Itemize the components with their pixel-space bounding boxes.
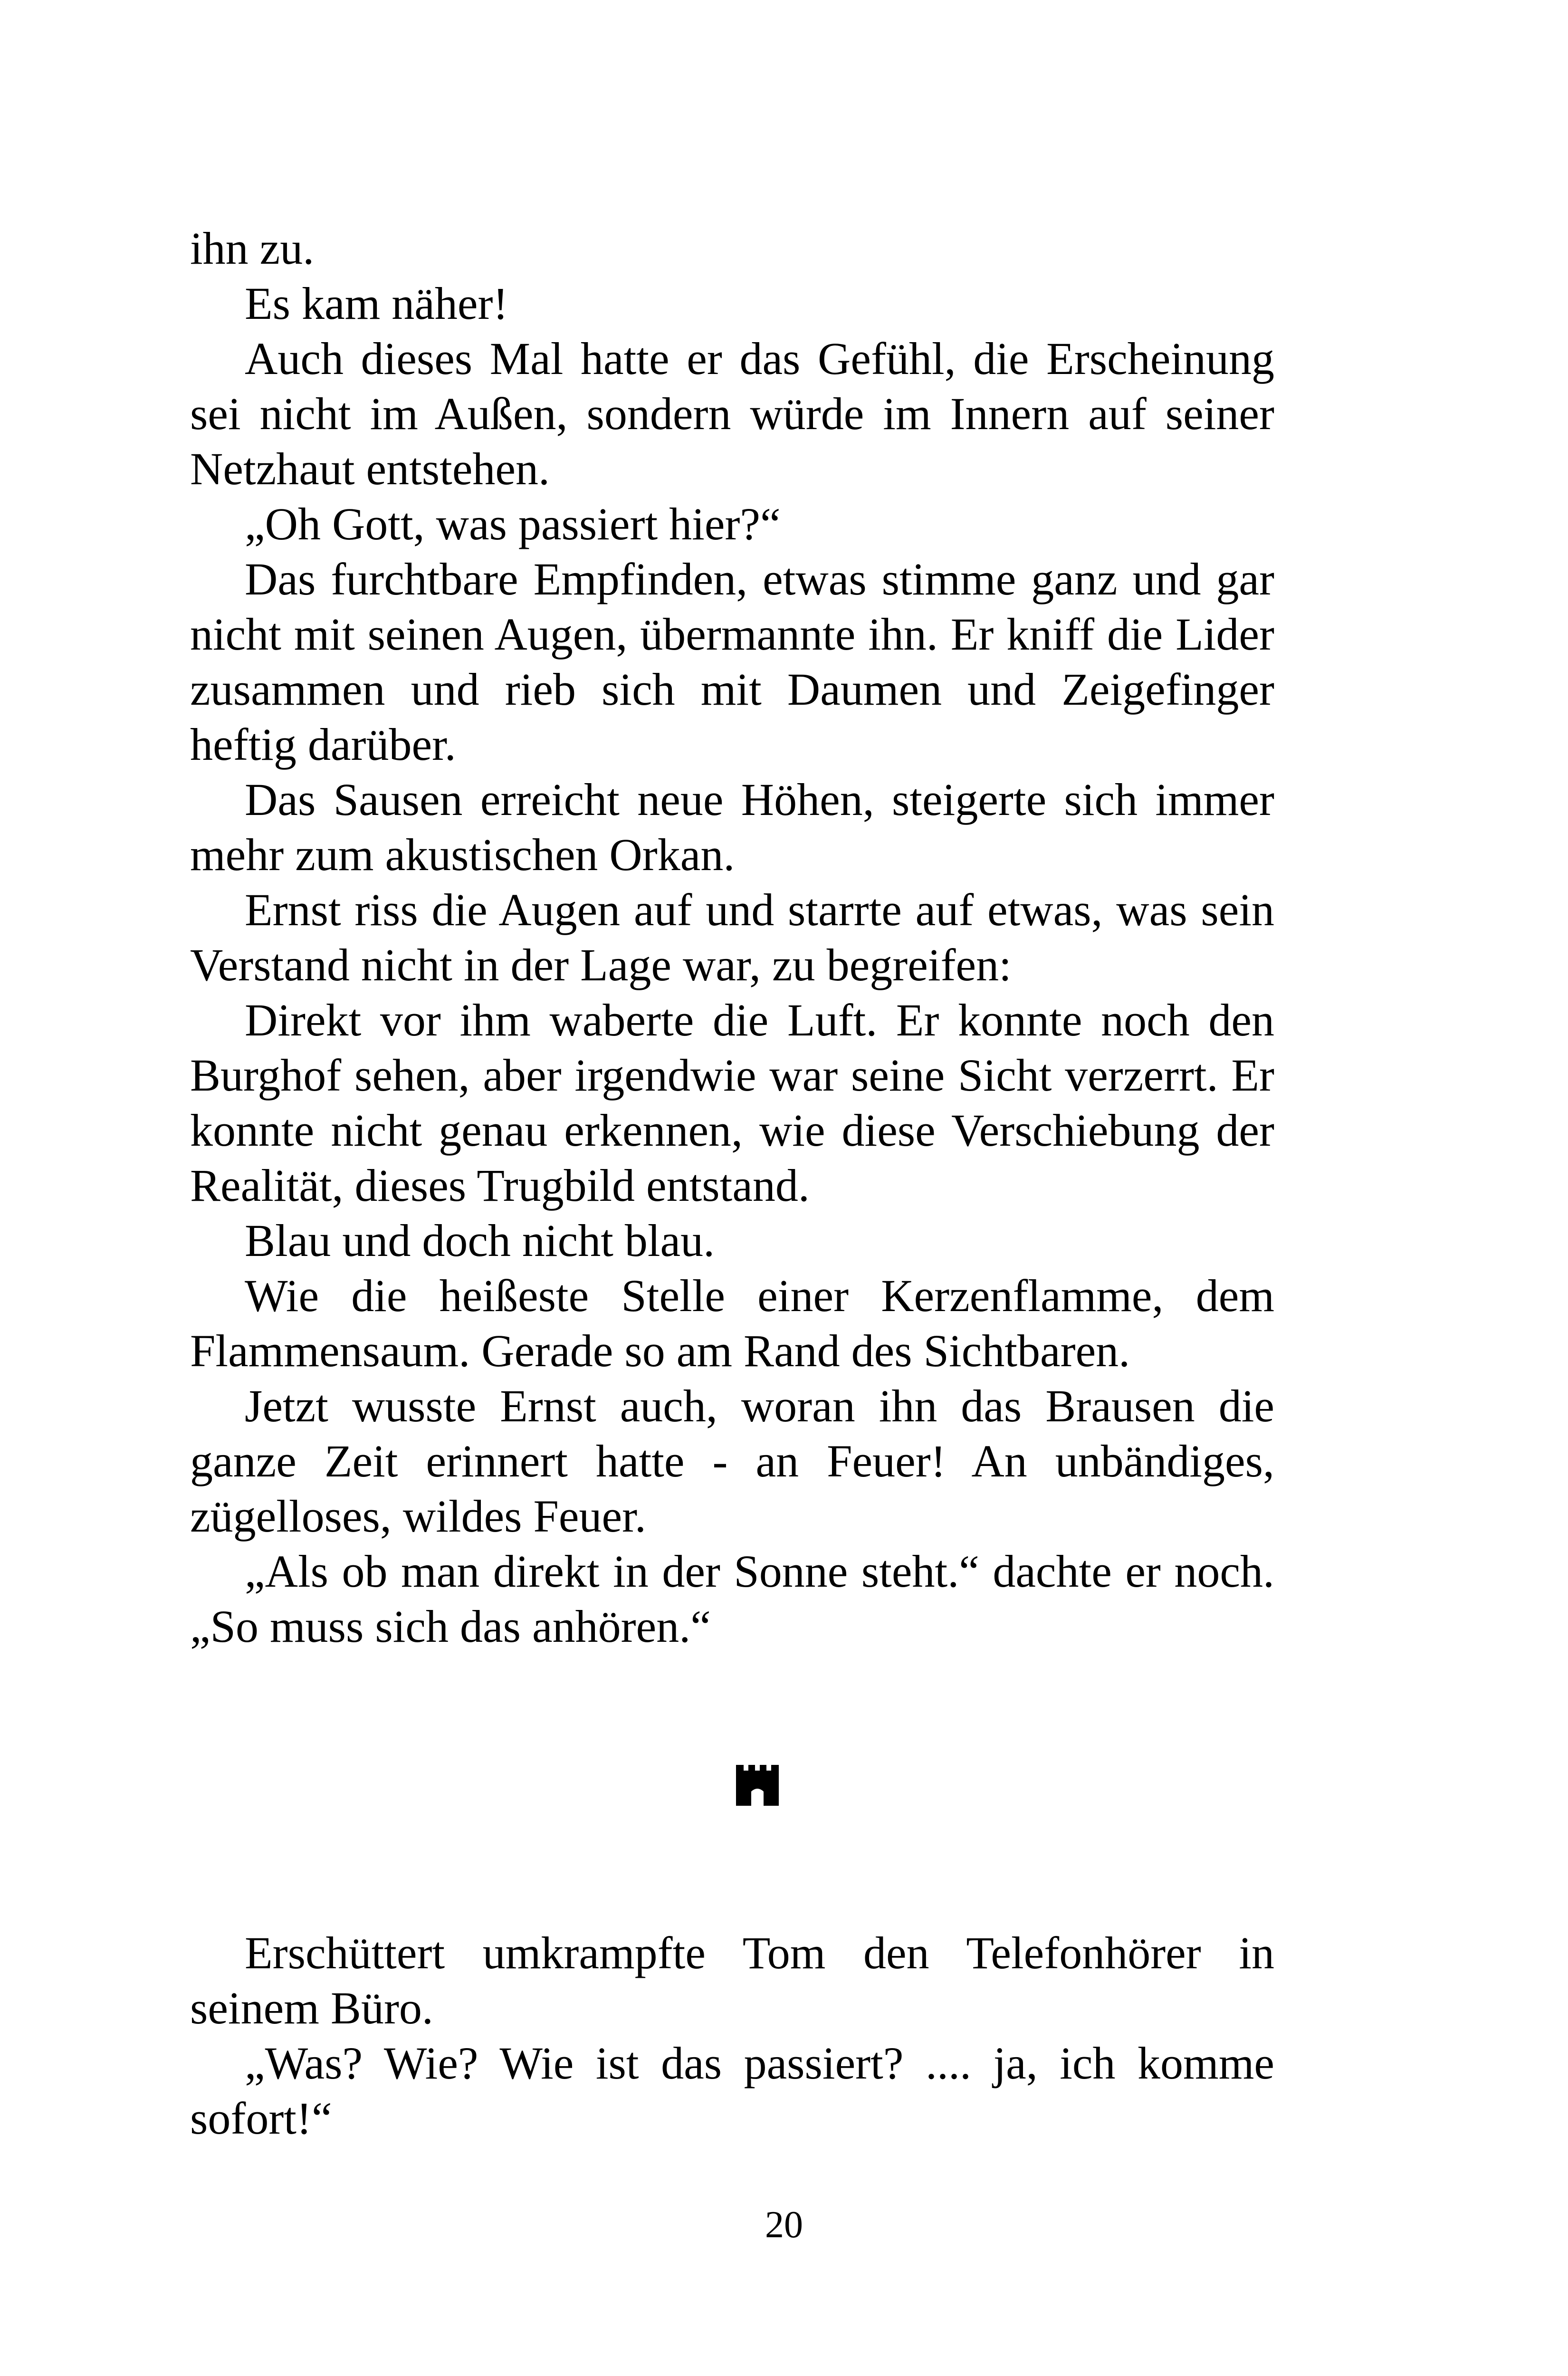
second-text-section [190,1926,1274,2146]
paragraph: „Als ob man direkt in der Sonne steht.“ dachte er noch. „So muss sich das anhören.“ [190,1546,1274,1652]
paragraph: Jetzt wusste Ernst auch, woran ihn das Brausen die ganze Zeit erinnert hatte - an Feuer! An unbändiges, zügelloses, wildes Feuer. [190,1380,1274,1542]
paragraph: ihn zu. [190,223,315,274]
page-number: 20 [765,2204,803,2246]
paragraph: Erschüttert umkrampfte Tom den Telefonhörer in seinem Büro. [190,1927,1274,2033]
paragraph: Es kam näher! [245,278,508,329]
paragraph: Wie die heißeste Stelle einer Kerzenflamme, dem Flammensaum. Gerade so am Rand des Sichtbaren. [190,1270,1274,1376]
paragraph: Ernst riss die Augen auf und starrte auf etwas, was sein Verstand nicht in der Lage war, zu begreifen: [190,884,1274,990]
paragraph: Blau und doch nicht blau. [245,1215,715,1266]
paragraph: „Oh Gott, was passiert hier?“ [245,498,781,549]
paragraph: Das furchtbare Empfinden, etwas stimme ganz und gar nicht mit seinen Augen, übermannte ihn. Er kniff die Lider zusammen und rieb sich mit Daumen und Zeigefinger heftig darüber. [190,554,1274,770]
main-text-section [190,221,1274,1654]
paragraph: Direkt vor ihm waberte die Luft. Er konnte noch den Burghof sehen, aber irgendwie war seine Sicht verzerrt. Er konnte nicht genau erkennen, wie diese Verschiebung der Realität, dieses Trugbild entstand. [190,995,1274,1211]
paragraph: „Was? Wie? Wie ist das passiert? .... ja, ich komme sofort!“ [190,2038,1274,2144]
paragraph: Auch dieses Mal hatte er das Gefühl, die Erscheinung sei nicht im Außen, sondern würde im Innern auf seiner Netzhaut entstehen. [190,333,1274,494]
paragraph: Das Sausen erreicht neue Höhen, steigerte sich immer mehr zum akustischen Orkan. [190,774,1274,880]
castle-tower-icon [734,1762,781,1809]
